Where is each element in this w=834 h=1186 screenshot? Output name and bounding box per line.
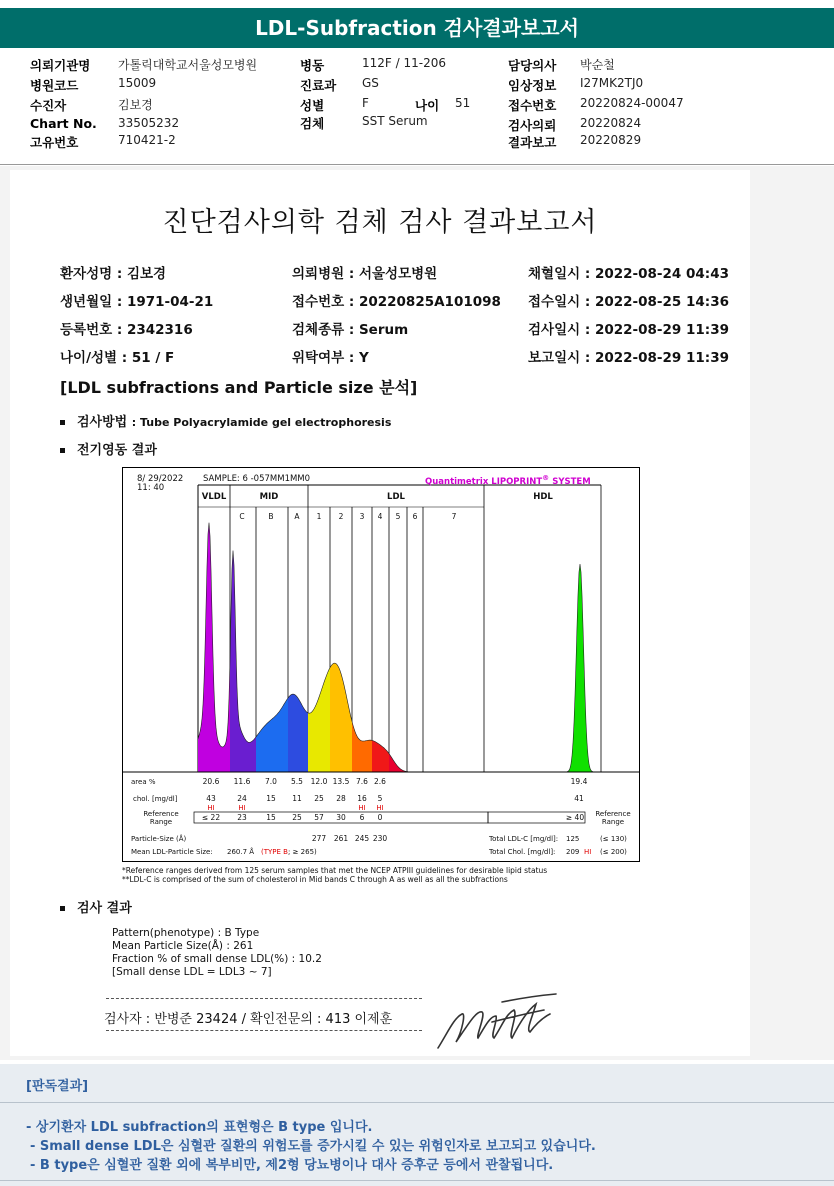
hi-flag-4: HI (376, 804, 384, 812)
total-chol-value: 209 (566, 848, 580, 856)
info-birth: 생년월일 : 1971-04-21 (60, 294, 214, 310)
ref-value-c: 23 (237, 813, 247, 822)
side-ref-label: Reference (595, 810, 631, 818)
info-report-time: 보고일시 : 2022-08-29 11:39 (528, 350, 729, 366)
brand-tail: SYSTEM (549, 476, 591, 487)
bullet-icon (60, 906, 65, 911)
row-label-particle-size: Particle-Size (Å) (131, 835, 187, 843)
band-label-2: 2 (338, 512, 344, 521)
area-value-b: 7.0 (265, 777, 277, 786)
result-line: [Small dense LDL = LDL3 ~ 7] (112, 966, 272, 978)
row-label-area: area % (131, 778, 156, 786)
info-receipt-no: 접수번호 : 20220825A101098 (292, 294, 501, 310)
judgement-line: - B type은 심혈관 질환 외에 복부비만, 제2형 당뇨병이나 대사 증후군 등에서 관찰됩니다. (30, 1158, 554, 1173)
header-value: F (362, 96, 369, 110)
report-banner-title: LDL-Subfraction 검사결과보고서 (0, 8, 834, 48)
result-line: Fraction % of small dense LDL(%) : 10.2 (112, 953, 322, 965)
method-line (60, 411, 391, 430)
density-area-5 (389, 754, 407, 772)
header-label: 나이 (415, 98, 440, 113)
chol-value-c: 24 (237, 794, 247, 803)
header-label: 임상정보 (508, 78, 557, 93)
density-area-b (256, 698, 288, 772)
density-area-c (230, 551, 256, 773)
signature-divider (106, 1030, 422, 1031)
particle-size-2: 261 (333, 834, 349, 843)
header-label: 검체 (300, 116, 325, 131)
total-ldl-value: 125 (566, 835, 580, 843)
result-line: Mean Particle Size(Å) : 261 (112, 940, 254, 952)
header-label: Chart No. (30, 116, 97, 131)
header-divider (0, 164, 834, 165)
result-line: Pattern(phenotype) : B Type (112, 927, 260, 939)
header-value: 33505232 (118, 116, 180, 130)
band-label-b: B (268, 512, 274, 521)
area-value-a: 5.5 (291, 777, 303, 786)
total-chol-label: Total Chol. [mg/dl]: (489, 848, 556, 856)
header-label: 수진자 (30, 98, 67, 113)
result-heading (60, 897, 132, 916)
header-label: 접수번호 (508, 98, 557, 113)
header-value: 가톨릭대학교서울성모병원 (118, 58, 258, 72)
method-label: 검사방법 (77, 415, 128, 430)
lipoprint-chart (122, 467, 640, 862)
chart-svg (123, 468, 639, 861)
chart-date: 8/ 29/2022 (137, 474, 184, 484)
header-value: SST Serum (362, 114, 428, 128)
area-value-2: 13.5 (332, 777, 350, 786)
type-value: (TYPE B (261, 848, 288, 856)
particle-size-3: 245 (354, 834, 370, 843)
band-label-1: 1 (316, 512, 322, 521)
total-ldl-ref: (≤ 130) (600, 835, 627, 843)
chol-value-hdl: 41 (574, 794, 584, 803)
footnote-1: *Reference ranges derived from 125 serum samples that met the NCEP ATPIII guidelines for desirable lipid status (122, 866, 548, 875)
signature-text: 검사자 : 반병준 23424 / 확인전문의 : 413 이제훈 (104, 1012, 393, 1027)
judgement-line: - 상기환자 LDL subfraction의 표현형은 B type 입니다. (26, 1120, 373, 1135)
chart-time: 11: 40 (137, 483, 165, 493)
band-label-c: C (239, 512, 245, 521)
particle-size-4: 230 (372, 834, 388, 843)
chol-value-2: 28 (336, 794, 346, 803)
chol-value-a: 11 (292, 794, 302, 803)
method-value: : Tube Polyacrylamide gel electrophoresis (131, 416, 392, 429)
handwritten-signature (432, 992, 562, 1056)
ref-value-b: 15 (266, 813, 276, 822)
ref-value-2: 30 (336, 813, 346, 822)
row-label-chol: chol. [mg/dl] (133, 795, 178, 803)
total-ldl-label: Total LDL-C [mg/dl]: (489, 835, 559, 843)
ref-value-4: 0 (377, 813, 383, 822)
area-value-hdl: 19.4 (570, 777, 588, 786)
judgement-divider (0, 1102, 834, 1103)
header-label: 담당의사 (508, 58, 557, 73)
info-hospital: 의뢰병원 : 서울성모병원 (292, 266, 438, 282)
header-value: 710421-2 (118, 133, 176, 147)
band-label-a: A (294, 512, 300, 521)
chol-value-3: 16 (357, 794, 367, 803)
hi-flag-c: HI (238, 804, 246, 812)
chol-value-1: 25 (314, 794, 324, 803)
band-label-6: 6 (412, 512, 418, 521)
group-label-hdl: HDL (533, 492, 553, 502)
band-label-7: 7 (451, 512, 457, 521)
density-area-1 (308, 668, 330, 772)
info-reg-no: 등록번호 : 2342316 (60, 322, 193, 338)
total-chol-ref: (≤ 200) (600, 848, 627, 856)
bullet-icon (60, 420, 65, 425)
group-label-ldl: LDL (387, 492, 405, 502)
group-label-vldl: VLDL (201, 492, 227, 502)
band-label-5: 5 (395, 512, 401, 521)
info-age-sex: 나이/성별 : 51 / F (60, 350, 175, 366)
mean-size-value: 260.7 Å (227, 848, 255, 856)
electro-label: 전기영동 결과 (77, 443, 157, 458)
ref-value-vldl: ≤ 22 (201, 813, 221, 822)
area-value-vldl: 20.6 (202, 777, 220, 786)
area-value-3: 7.6 (356, 777, 368, 786)
area-value-1: 12.0 (310, 777, 328, 786)
bullet-icon (60, 448, 65, 453)
header-label: 결과보고 (508, 135, 557, 150)
header-value: GS (362, 76, 379, 90)
side-ref-label: Range (601, 818, 625, 826)
header-value: 박순철 (580, 58, 615, 72)
chol-value-b: 15 (266, 794, 276, 803)
header-value: 20220829 (580, 133, 642, 147)
judgement-title: [판독결과] (26, 1079, 89, 1094)
info-collect-time: 채혈일시 : 2022-08-24 04:43 (528, 266, 729, 282)
header-label: 진료과 (300, 78, 337, 93)
density-area-a (288, 694, 308, 772)
header-value: 20220824-00047 (580, 96, 684, 110)
electro-line (60, 439, 157, 458)
result-label: 검사 결과 (77, 901, 132, 916)
hi-flag-3: HI (358, 804, 366, 812)
header-value: 20220824 (580, 116, 642, 130)
area-value-4: 2.6 (374, 777, 386, 786)
report-title: 진단검사의학 검체 검사 결과보고서 (162, 207, 598, 238)
info-consign: 위탁여부 : Y (292, 350, 369, 366)
density-area-vldl (198, 523, 230, 772)
density-area-3 (352, 721, 372, 772)
brand-name: Quantimetrix LIPOPRINT (425, 476, 543, 487)
total-chol-flag: HI (584, 848, 592, 856)
density-area-2 (330, 663, 352, 772)
info-patient-name: 환자성명 : 김보경 (60, 266, 167, 282)
header-label: 의뢰기관명 (30, 58, 91, 73)
patient-header (0, 52, 834, 162)
row-label-mean: Mean LDL-Particle Size: (131, 848, 213, 856)
row-label-ref: Range (149, 818, 173, 826)
judgement-line: - Small dense LDL은 심혈관 질환의 위험도를 증가시킬 수 있는 위험인자로 보고되고 있습니다. (30, 1139, 596, 1154)
group-label-mid: MID (259, 492, 279, 502)
type-ref: ; ≥ 265) (288, 848, 317, 856)
signature-divider (106, 998, 422, 999)
band-label-3: 3 (359, 512, 365, 521)
section-title: [LDL subfractions and Particle size 분석] (60, 378, 418, 397)
band-label-4: 4 (377, 512, 383, 521)
header-label: 고유번호 (30, 135, 79, 150)
judgement-bottom (0, 1180, 834, 1181)
header-value: 15009 (118, 76, 157, 90)
header-value: 112F / 11-206 (362, 56, 446, 70)
chol-value-vldl: 43 (206, 794, 216, 803)
header-label: 성별 (300, 98, 325, 113)
info-receipt-time: 접수일시 : 2022-08-25 14:36 (528, 294, 729, 310)
header-label: 병원코드 (30, 78, 79, 93)
hi-flag-vldl: HI (207, 804, 215, 812)
header-value: 김보경 (118, 98, 153, 112)
particle-size-1: 277 (311, 834, 327, 843)
ref-value-hdl: ≥ 40 (565, 813, 585, 822)
chol-value-4: 5 (377, 794, 383, 803)
brand-sup: ® (542, 473, 550, 482)
row-label-ref: Reference (143, 810, 179, 818)
chart-sample: SAMPLE: 6 -057MM1MM0 (203, 474, 311, 484)
header-label: 병동 (300, 58, 325, 73)
ref-value-3: 6 (359, 813, 365, 822)
area-value-c: 11.6 (233, 777, 251, 786)
info-specimen: 검체종류 : Serum (292, 322, 409, 338)
footnote-2: **LDL-C is comprised of the sum of cholesterol in Mid bands C through A as well as all the subfractions (122, 875, 508, 884)
header-label: 검사의뢰 (508, 118, 557, 133)
header-value: I27MK2TJ0 (580, 76, 644, 90)
chart-brand (425, 473, 591, 487)
info-test-time: 검사일시 : 2022-08-29 11:39 (528, 322, 729, 338)
ref-value-1: 57 (314, 813, 324, 822)
header-value: 51 (455, 96, 471, 110)
ref-value-a: 25 (292, 813, 302, 822)
